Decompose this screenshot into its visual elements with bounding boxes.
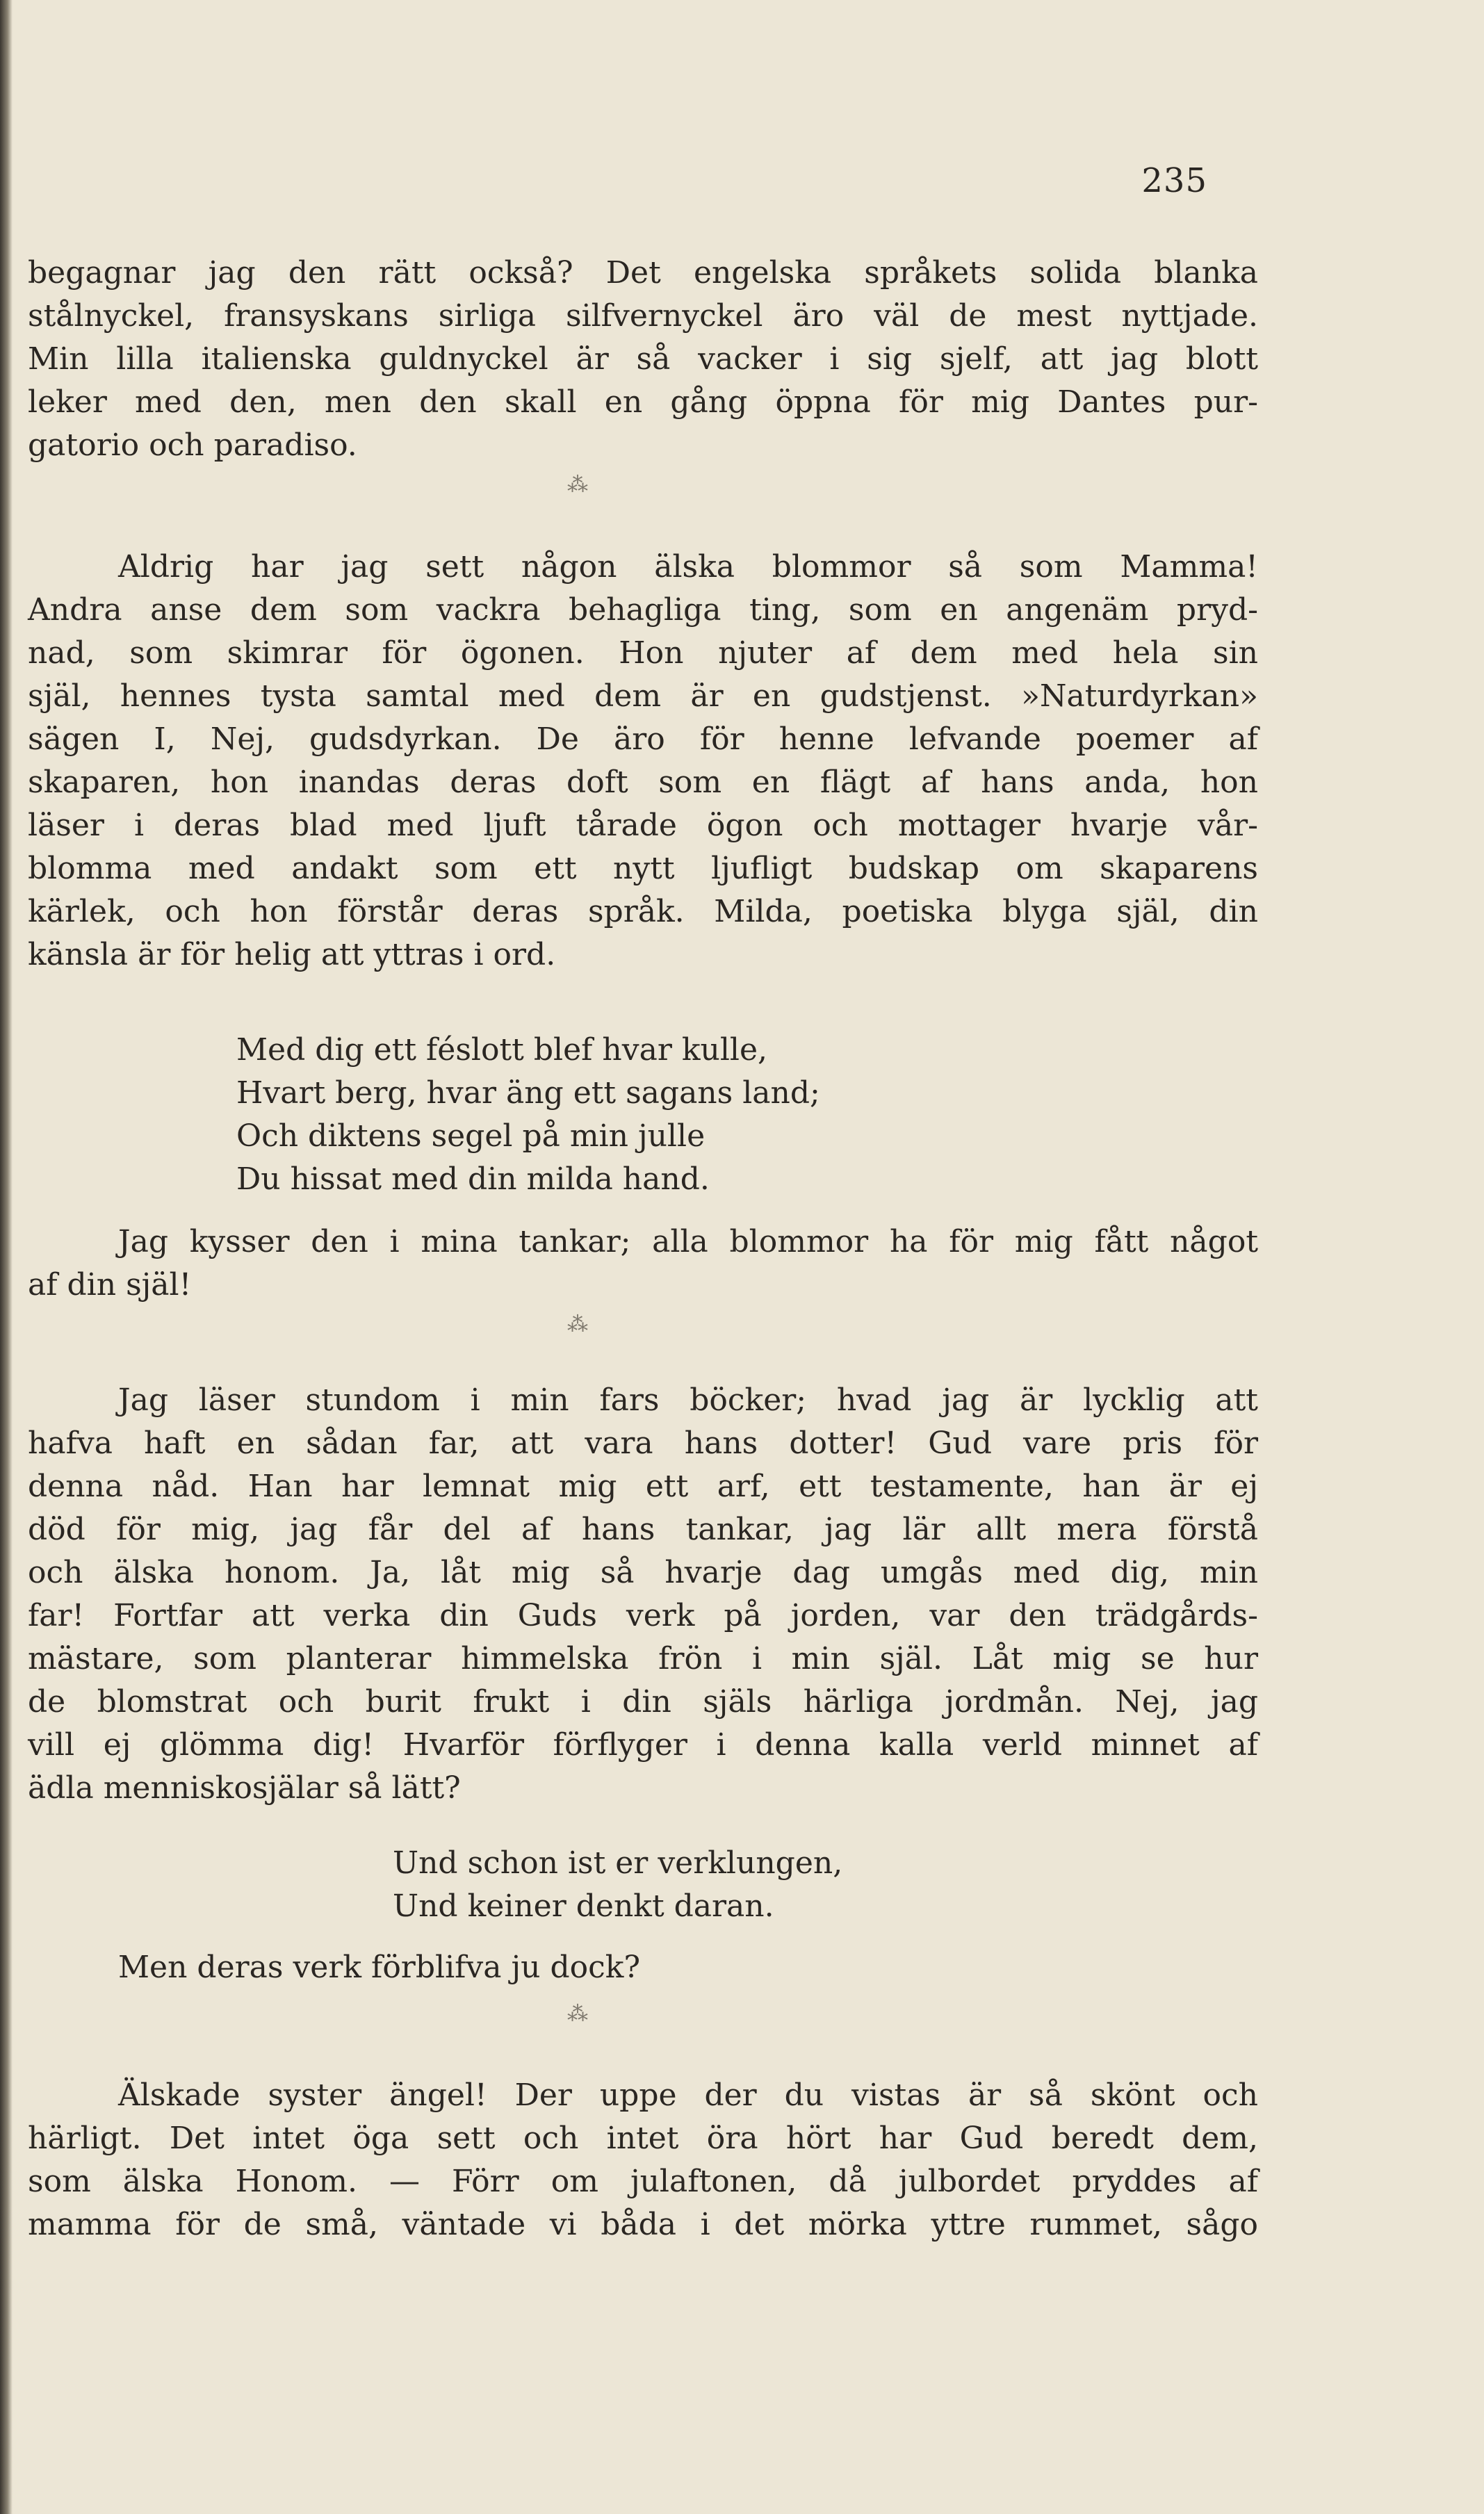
text-line: mästare, som planterar himmelska frön i min själ. Låt mig se hur bbox=[28, 1641, 1258, 1676]
section-separator: ⁂ bbox=[567, 1312, 588, 1337]
section-separator: ⁂ bbox=[567, 473, 588, 497]
text-line: död för mig, jag får del af hans tankar, jag lär allt mera förstå bbox=[28, 1512, 1258, 1547]
text-line: denna nåd. Han har lemnat mig ett arf, ett testamente, han är ej bbox=[28, 1469, 1258, 1504]
poem-line: Med dig ett féslott blef hvar kulle, bbox=[236, 1032, 768, 1068]
book-spine-shadow bbox=[0, 0, 13, 2514]
text-line: af din själ! bbox=[28, 1267, 192, 1303]
text-line: Andra anse dem som vackra behagliga ting, som en angenäm pryd- bbox=[28, 592, 1258, 628]
poem-line: Du hissat med din milda hand. bbox=[236, 1161, 710, 1197]
text-line: Aldrig har jag sett någon älska blommor så som Mamma! bbox=[118, 549, 1258, 585]
text-line: nad, som skimrar för ögonen. Hon njuter af dem med hela sin bbox=[28, 635, 1258, 671]
text-line: stålnyckel, fransyskans sirliga silfvernyckel äro väl de mest nyttjade. bbox=[28, 298, 1258, 334]
poem-line: Und schon ist er verklungen, bbox=[393, 1845, 843, 1881]
text-line: Jag läser stundom i min fars böcker; hvad jag är lycklig att bbox=[118, 1382, 1258, 1418]
text-line: far! Fortfar att verka din Guds verk på jorden, var den trädgårds- bbox=[28, 1598, 1258, 1633]
poem-line: Och diktens segel på min julle bbox=[236, 1118, 706, 1154]
section-separator: ⁂ bbox=[567, 2002, 588, 2026]
text-line: känsla är för helig att yttras i ord. bbox=[28, 937, 556, 972]
page-number: 235 bbox=[1141, 161, 1207, 200]
text-line: de blomstrat och burit frukt i din själs härliga jordmån. Nej, jag bbox=[28, 1684, 1258, 1720]
text-line: blomma med andakt som ett nytt ljufligt budskap om skaparens bbox=[28, 851, 1258, 886]
text-line: begagnar jag den rätt också? Det engelska språkets solida blanka bbox=[28, 255, 1258, 291]
text-line: kärlek, och hon förstår deras språk. Milda, poetiska blyga själ, din bbox=[28, 894, 1258, 929]
text-line: Men deras verk förblifva ju dock? bbox=[118, 1950, 641, 1985]
poem-line: Und keiner denkt daran. bbox=[393, 1888, 774, 1924]
text-line: läser i deras blad med ljuft tårade ögon och mottager hvarje vår- bbox=[28, 808, 1258, 843]
text-line: själ, hennes tysta samtal med dem är en gudstjenst. »Naturdyrkan» bbox=[28, 678, 1258, 714]
text-line: Älskade syster ängel! Der uppe der du vistas är så skönt och bbox=[118, 2078, 1258, 2113]
text-line: leker med den, men den skall en gång öppna för mig Dantes pur- bbox=[28, 384, 1258, 420]
poem-line: Hvart berg, hvar äng ett sagans land; bbox=[236, 1075, 820, 1111]
text-line: härligt. Det intet öga sett och intet öra hört har Gud beredt dem, bbox=[28, 2121, 1258, 2156]
text-line: Min lilla italienska guldnyckel är så vacker i sig sjelf, att jag blott bbox=[28, 341, 1258, 377]
text-line: skaparen, hon inandas deras doft som en flägt af hans anda, hon bbox=[28, 765, 1258, 800]
text-line: vill ej glömma dig! Hvarför förflyger i denna kalla verld minnet af bbox=[28, 1727, 1258, 1763]
text-line: mamma för de små, väntade vi båda i det mörka yttre rummet, sågo bbox=[28, 2207, 1258, 2242]
text-line: gatorio och paradiso. bbox=[28, 427, 357, 463]
text-line: och älska honom. Ja, låt mig så hvarje dag umgås med dig, min bbox=[28, 1555, 1258, 1590]
text-line: ädla menniskosjälar så lätt? bbox=[28, 1770, 461, 1806]
text-line: sägen I, Nej, gudsdyrkan. De äro för henne lefvande poemer af bbox=[28, 721, 1258, 757]
text-line: hafva haft en sådan far, att vara hans dotter! Gud vare pris för bbox=[28, 1426, 1258, 1461]
text-line: som älska Honom. — Förr om julaftonen, då julbordet pryddes af bbox=[28, 2164, 1258, 2199]
text-line: Jag kysser den i mina tankar; alla blommor ha för mig fått något bbox=[118, 1224, 1258, 1259]
